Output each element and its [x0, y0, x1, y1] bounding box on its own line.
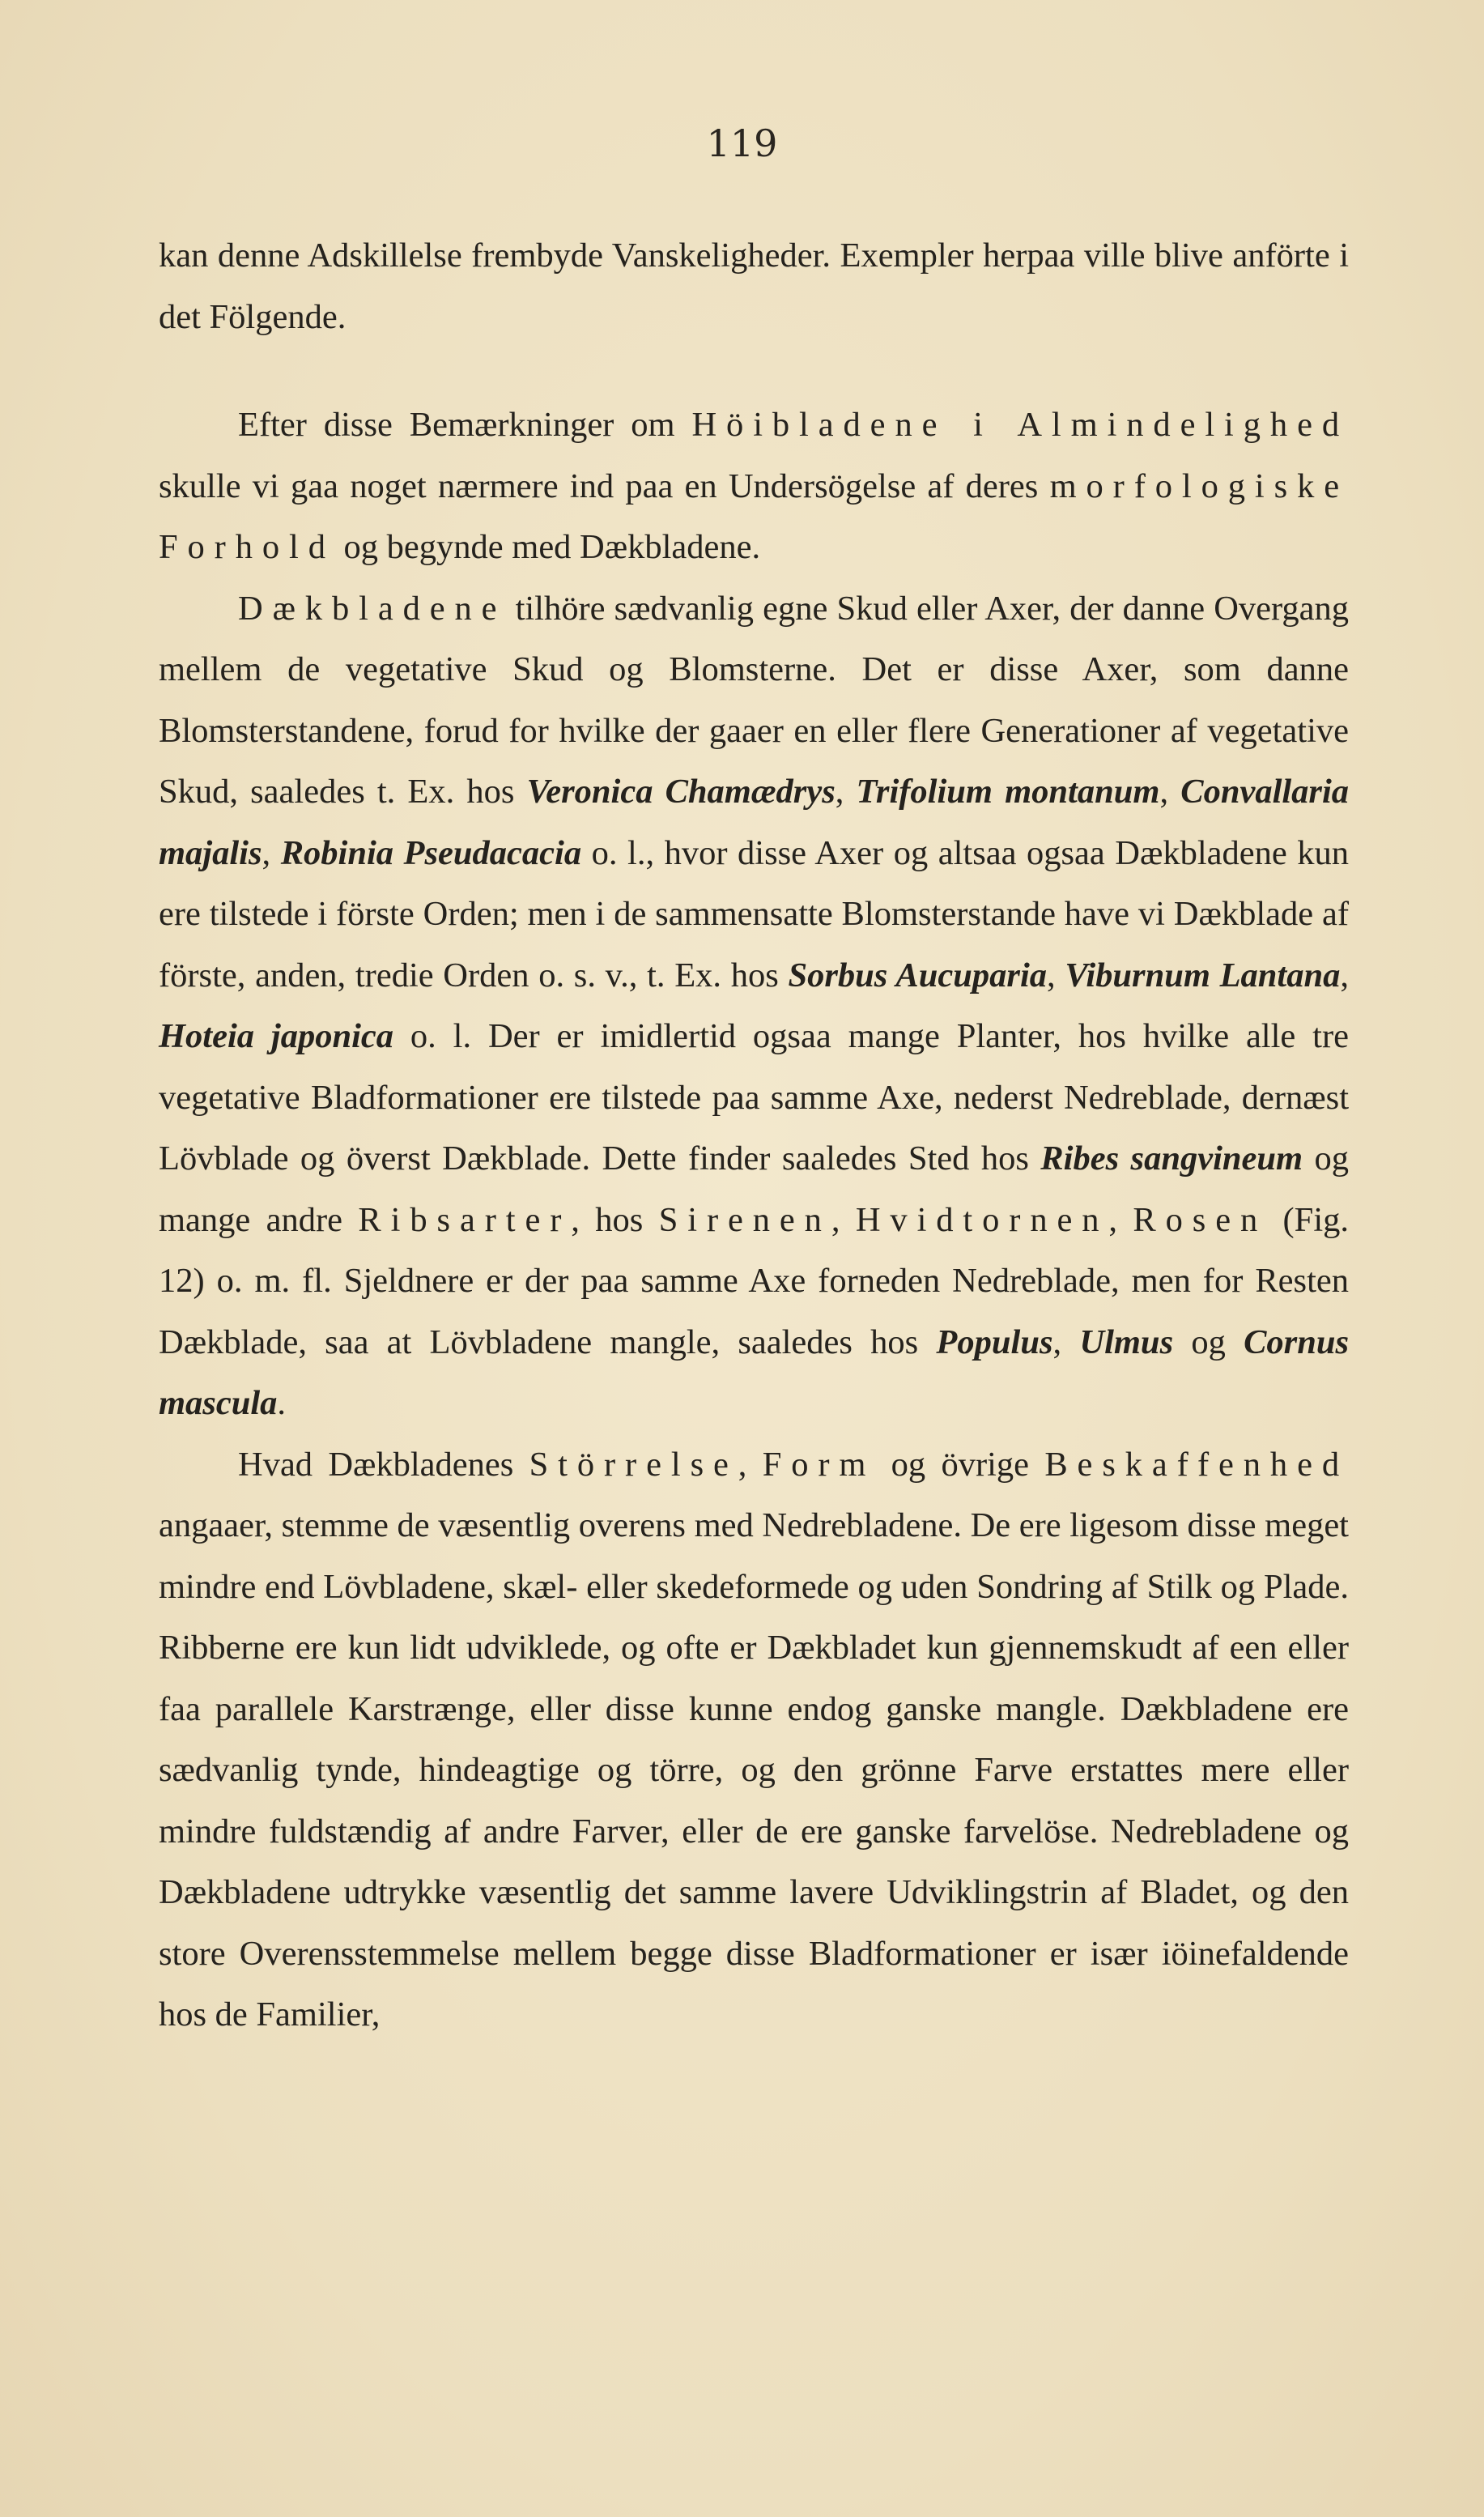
text-run: o. l., hvor disse Axer og altsaa ogsaa Dækbladene kun ere tilstede i förste Orden; men i de sammensatte Blomsterstande have vi Dækblade af förste, anden, tredie Orden o. s. v., t. Ex. hos [159, 833, 1350, 994]
text-run: angaaer, stemme de væsentlig overens med Nedrebladene. De ere ligesom disse meget mindre end Lövbladene, skæl- eller skedeformede og uden Sondring af Stilk og Plade. Ribberne ere kun lidt udviklede, og ofte er Dækbladet kun gjennemskudt af een eller faa parallele Karstrænge, eller disse kunne endog ganske mangle. Dækbladene ere sædvanlig tynde, hindeagtige og törre, og den grönne Farve erstattes mere eller mindre fuldstændig af andre Farver, eller de ere ganske farvelöse. Nedrebladene og Dækbladene udtrykke væsentlig det samme lavere Udviklingstrin af Bladet, og den store Overensstemmelse mellem begge disse Bladformationer er især iöinefaldende hos de Familier, [159, 1506, 1349, 2034]
text-run: Hvad Dækbladenes [238, 1445, 529, 1484]
species-name: Veronica Chamædrys [526, 773, 836, 811]
text-run: Efter disse Bemærkninger om [238, 406, 692, 444]
species-name: Hoteia japonica [159, 1017, 394, 1055]
species-name: Cornus mascula [159, 1322, 1350, 1422]
text-run: , [1052, 1322, 1080, 1361]
text-run: og övrige [875, 1445, 1045, 1484]
text-run: o. l. Der er imidlertid ogsaa mange Planter, hos hvilke alle tre vegetative Bladformationer ere tilstede paa samme Axe, nederst Nedreblade, dernæst Lövblade og överst Dækblade. Dette finder saaledes Sted hos [159, 1017, 1349, 1178]
species-name: Robinia Pseudacacia [280, 833, 582, 872]
emphasized-term: Hvidtornen [855, 1200, 1109, 1239]
text-run: , [831, 1200, 856, 1239]
text-run: , [1108, 1200, 1133, 1239]
species-name: Viburnum Lantana [1065, 956, 1341, 994]
text-run: kan denne Adskillelse frembyde Vanskeligheder. Exempler herpaa ville blive anförte i det Fölgende. [159, 236, 1349, 336]
text-run: og [1173, 1322, 1244, 1361]
emphasized-term: Höibladene i Almindelighed [691, 406, 1349, 444]
text-run: . [277, 1384, 287, 1422]
emphasized-term: morfologiske Forhold [159, 466, 1349, 566]
species-name: Ulmus [1079, 1322, 1174, 1361]
text-run: , [1159, 773, 1181, 811]
emphasized-term: Beskaffenhed [1044, 1445, 1349, 1484]
paragraph-hoeiblade-intro [159, 394, 1349, 578]
text-run: , [262, 833, 281, 872]
paragraph-continuation [159, 225, 1349, 347]
species-name: Ribes sangvineum [1040, 1139, 1303, 1178]
species-name: Trifolium montanum [856, 773, 1160, 811]
text-run: , [738, 1445, 763, 1484]
text-run: (Fig. 12) o. m. fl. Sjeldnere er der paa samme Axe forneden Nedreblade, men for Resten Dækblade, saa at Lövbladene mangle, saaledes hos [159, 1200, 1349, 1361]
page-number: 119 [706, 121, 778, 165]
paragraph-daekblade-form [159, 1434, 1349, 2046]
text-run: og begynde med Dækbladene. [334, 528, 761, 566]
emphasized-term: Form [762, 1445, 876, 1484]
body-text [159, 225, 1349, 2046]
text-run: , [1047, 956, 1065, 994]
emphasized-term: Sirenen [658, 1200, 831, 1239]
text-run: , [1340, 956, 1350, 994]
species-name: Populus [936, 1322, 1053, 1361]
text-run: tilhöre sædvanlig egne Skud eller Axer, der danne Overgang mellem de vegetative Skud og Blomsterne. Det er disse Axer, som danne Blomsterstandene, forud for hvilke der gaaer en eller flere Generationer af vegetative Skud, saaledes t. Ex. hos [159, 589, 1349, 811]
text-run: og mange andre [159, 1139, 1349, 1239]
species-name: Sorbus Aucuparia [788, 956, 1047, 994]
emphasized-term: Dækbladene [238, 589, 507, 628]
emphasized-term: Rosen [1133, 1200, 1268, 1239]
text-run: skulle vi gaa noget nærmere ind paa en Undersögelse af deres [159, 466, 1050, 505]
emphasized-term: Störrelse [529, 1445, 738, 1484]
emphasized-term: Ribsarter [358, 1200, 572, 1239]
species-name: Convallaria majalis [159, 773, 1350, 872]
text-run: , [835, 773, 857, 811]
text-run: , hos [571, 1200, 659, 1239]
paragraph-daekblade-axer [159, 578, 1349, 1434]
